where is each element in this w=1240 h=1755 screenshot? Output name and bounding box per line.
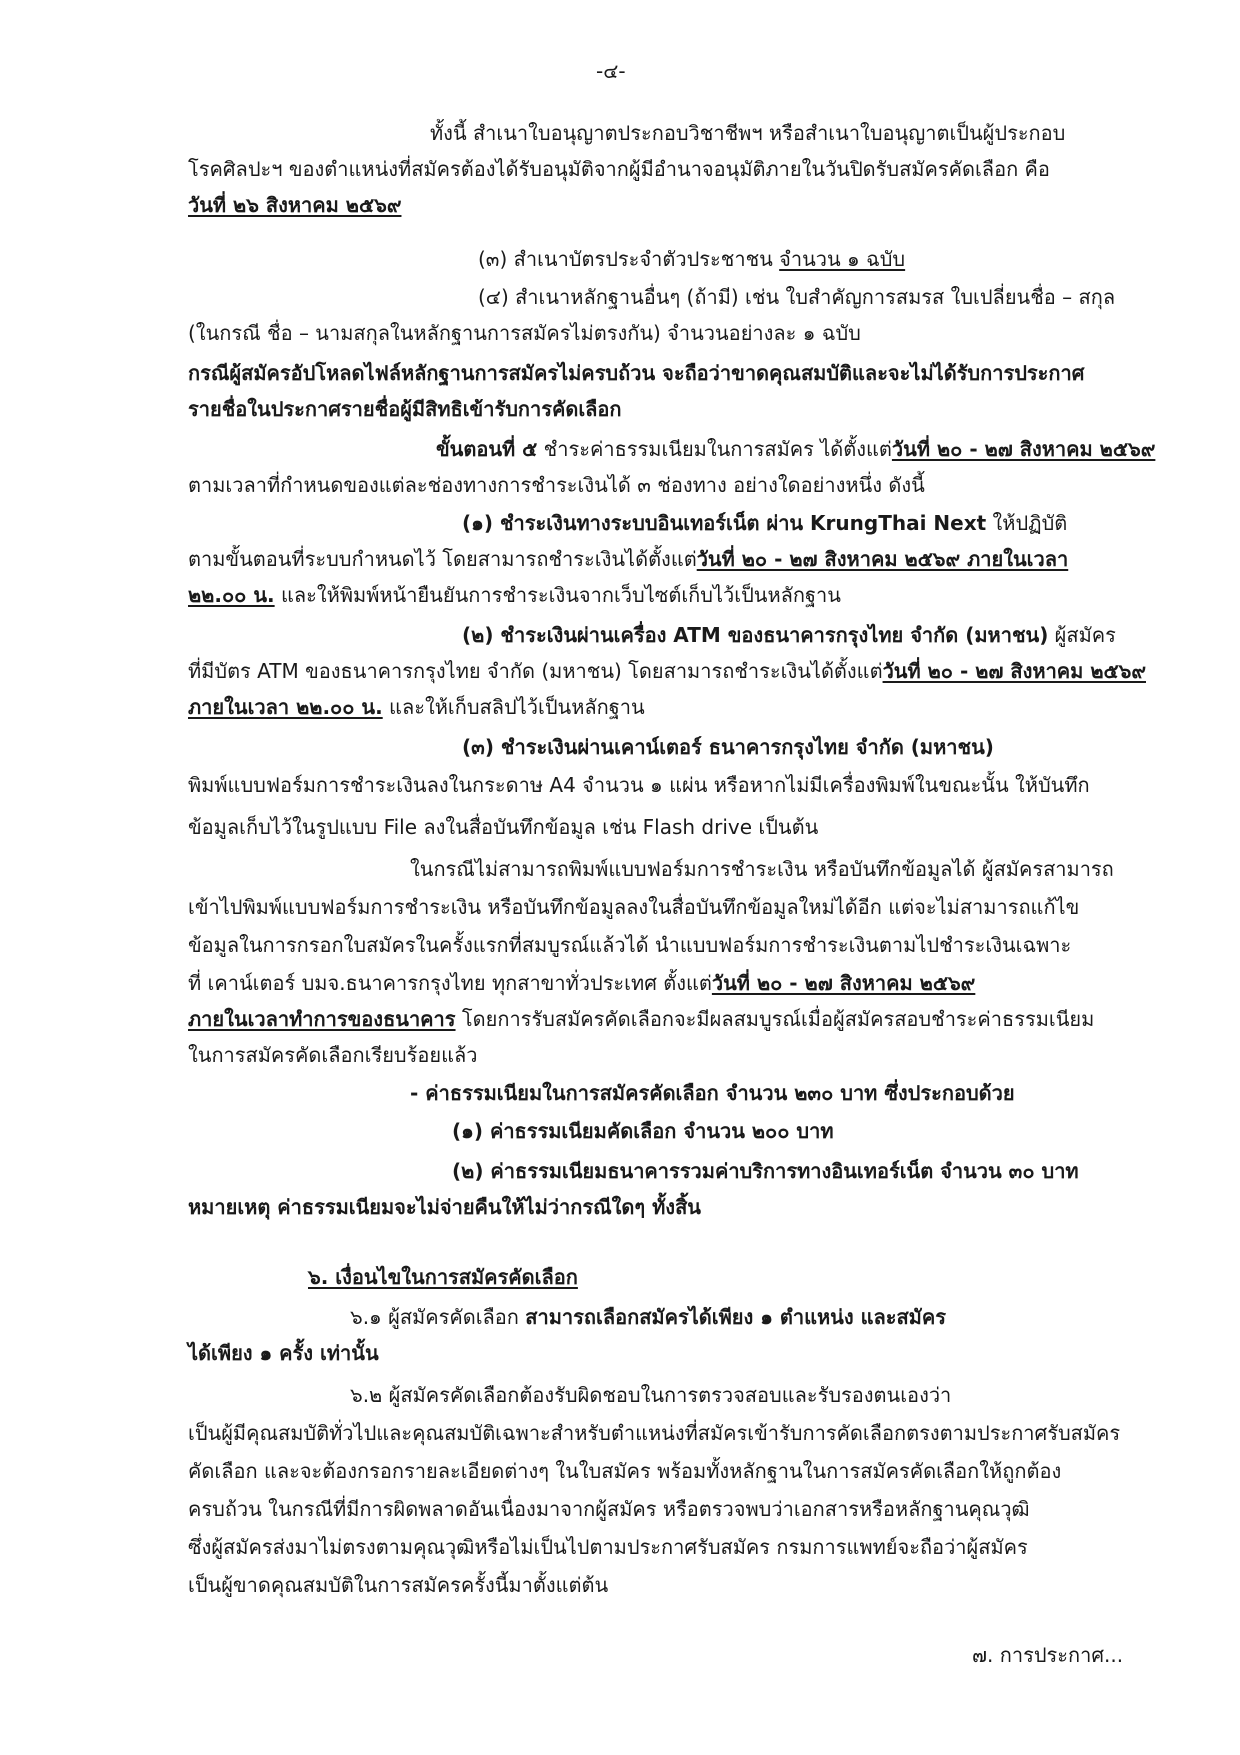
pay-1-line-2 (188, 544, 1068, 574)
condition-6-1-line-2: ได้เพียง ๑ ครั้ง เท่านั้น (188, 1341, 379, 1365)
fallback-line-4 (188, 968, 975, 998)
condition-6-1-bold: สามารถเลือกสมัครได้เพียง ๑ ตำแหน่ง และสมัคร (525, 1305, 946, 1329)
pay-1-time: ๒๒.๐๐ น. (188, 583, 275, 607)
step-5-text: ชำระค่าธรรมเนียมในการสมัคร ได้ตั้งแต่ (537, 437, 892, 461)
fallback-text: โดยการรับสมัครคัดเลือกจะมีผลสมบูรณ์เมื่อผู้สมัครสอบชำระค่าธรรมเนียม (455, 1007, 1095, 1031)
warning-line: รายชื่อในประกาศรายชื่อผู้มีสิทธิเข้ารับการคัดเลือก (188, 397, 622, 421)
step-5-date: วันที่ ๒๐ - ๒๗ สิงหาคม ๒๕๖๙ (891, 437, 1156, 461)
pay-2-line-2 (188, 656, 1146, 686)
condition-6-2-line: เป็นผู้มีคุณสมบัติทั่วไปและคุณสมบัติเฉพาะสำหรับตำแหน่งที่สมัครเข้ารับการคัดเลือกตรงตามประกาศรับสมัคร (188, 1421, 1121, 1445)
continuation-marker: ๗. การประกาศ... (972, 1643, 1124, 1667)
pay-2-note: และให้เก็บสลิปไว้เป็นหลักฐาน (382, 695, 645, 719)
fallback-date: วันที่ ๒๐ - ๒๗ สิงหาคม ๒๕๖๙ (711, 971, 976, 995)
pay-1-note: และให้พิมพ์หน้ายืนยันการชำระเงินจากเว็บไซต์เก็บไว้เป็นหลักฐาน (274, 583, 841, 607)
pay-1-text: ตามขั้นตอนที่ระบบกำหนดไว้ โดยสามารถชำระเงินได้ตั้งแต่ (188, 547, 697, 571)
pay-2-date: วันที่ ๒๐ - ๒๗ สิงหาคม ๒๕๖๙ (882, 659, 1146, 683)
condition-6-1-text: ๖.๑ ผู้สมัครคัดเลือก (350, 1305, 526, 1329)
pay-1-heading (462, 508, 1067, 538)
pay-1-line-3 (188, 580, 841, 610)
paragraph-line: ทั้งนี้ สำเนาใบอนุญาตประกอบวิชาชีพฯ หรือสำเนาใบอนุญาตเป็นผู้ประกอบ (430, 121, 1066, 145)
fallback-line: ข้อมูลในการกรอกใบสมัครในครั้งแรกที่สมบูรณ์แล้วได้ นำแบบฟอร์มการชำระเงินตามไปชำระเงินเฉพาะ (188, 933, 1072, 957)
pay-3-line: ข้อมูลเก็บไว้ในรูปแบบ File ลงในสื่อบันทึกข้อมูล เช่น Flash drive เป็นต้น (188, 815, 819, 839)
step-5-line-2: ตามเวลาที่กำหนดของแต่ละช่องทางการชำระเงินได้ ๓ ช่องทาง อย่างใดอย่างหนึ่ง ดังนี้ (188, 473, 925, 497)
pay-2-title: (๒) ชำระเงินผ่านเครื่อง ATM ของธนาคารกรุงไทย จำกัด (มหาชน) (462, 623, 1049, 647)
condition-6-2-line: ๖.๒ ผู้สมัครคัดเลือกต้องรับผิดชอบในการตรวจสอบและรับรองตนเองว่า (350, 1383, 952, 1407)
fallback-line: เข้าไปพิมพ์แบบฟอร์มการชำระเงิน หรือบันทึกข้อมูลลงในสื่อบันทึกข้อมูลใหม่ได้อีก แต่จะไม่สามารถแก้ไข (188, 895, 1080, 919)
condition-6-2-line: เป็นผู้ขาดคุณสมบัติในการสมัครครั้งนี้มาตั้งแต่ต้น (188, 1573, 609, 1597)
pay-2-text: ที่มีบัตร ATM ของธนาคารกรุงไทย จำกัด (มหาชน) โดยสามารถชำระเงินได้ตั้งแต่ (188, 659, 883, 683)
pay-3-heading: (๓) ชำระเงินผ่านเคาน์เตอร์ ธนาคารกรุงไทย จำกัด (มหาชน) (462, 735, 994, 759)
fee-item: (๒) ค่าธรรมเนียมธนาคารรวมค่าบริการทางอินเทอร์เน็ต จำนวน ๓๐ บาท (452, 1159, 1079, 1183)
condition-6-2-line: คัดเลือก และจะต้องกรอกรายละเอียดต่างๆ ในใบสมัคร พร้อมทั้งหลักฐานในการสมัครคัดเลือกให้ถูกต้อง (188, 1459, 1062, 1483)
fallback-line-5 (188, 1004, 1094, 1034)
pay-2-line-3 (188, 692, 645, 722)
section-6-heading: ๖. เงื่อนไขในการสมัครคัดเลือก (308, 1265, 578, 1289)
fallback-line: ในกรณีไม่สามารถพิมพ์แบบฟอร์มการชำระเงิน หรือบันทึกข้อมูลได้ ผู้สมัครสามารถ (410, 857, 1114, 881)
item-3-qty: จำนวน ๑ ฉบับ (779, 247, 906, 271)
fallback-line: ในการสมัครคัดเลือกเรียบร้อยแล้ว (188, 1043, 478, 1067)
deadline-date: วันที่ ๒๖ สิงหาคม ๒๕๖๙ (188, 193, 402, 217)
pay-1-date: วันที่ ๒๐ - ๒๗ สิงหาคม ๒๕๖๙ ภายในเวลา (696, 547, 1069, 571)
item-3 (478, 244, 905, 274)
warning-line: กรณีผู้สมัครอัปโหลดไฟล์หลักฐานการสมัครไม่ครบถ้วน จะถือว่าขาดคุณสมบัติและจะไม่ได้รับการประกาศ (188, 361, 1085, 385)
fee-item: (๑) ค่าธรรมเนียมคัดเลือก จำนวน ๒๐๐ บาท (452, 1119, 834, 1143)
step-5-line (436, 434, 1155, 464)
pay-2-time: ภายในเวลา ๒๒.๐๐ น. (188, 695, 383, 719)
page-number: -๔- (596, 59, 626, 83)
item-4-line: (ในกรณี ชื่อ – นามสกุลในหลักฐานการสมัครไม่ตรงกัน) จำนวนอย่างละ ๑ ฉบับ (188, 321, 861, 345)
fallback-hours: ภายในเวลาทำการของธนาคาร (188, 1007, 456, 1031)
condition-6-2-line: ซึ่งผู้สมัครส่งมาไม่ตรงตามคุณวุฒิหรือไม่เป็นไปตามประกาศรับสมัคร กรมการแพทย์จะถือว่าผู้สมัคร (188, 1535, 1028, 1559)
fallback-text: ที่ เคาน์เตอร์ บมจ.ธนาคารกรุงไทย ทุกสาขาทั่วประเทศ ตั้งแต่ (188, 971, 712, 995)
condition-6-1 (350, 1302, 946, 1332)
item-3-text: (๓) สำเนาบัตรประจำตัวประชาชน (478, 247, 780, 271)
condition-6-2-line: ครบถ้วน ในกรณีที่มีการผิดพลาดอันเนื่องมาจากผู้สมัคร หรือตรวจพบว่าเอกสารหรือหลักฐานคุณวุฒิ (188, 1497, 1030, 1521)
paragraph-line: โรคศิลปะฯ ของตำแหน่งที่สมัครต้องได้รับอนุมัติจากผู้มีอำนาจอนุมัติภายในวันปิดรับสมัครคัดเลือก คือ (188, 157, 1050, 181)
step-5-label: ขั้นตอนที่ ๕ (436, 437, 538, 461)
pay-3-line: พิมพ์แบบฟอร์มการชำระเงินลงในกระดาษ A4 จำนวน ๑ แผ่น หรือหากไม่มีเครื่องพิมพ์ในขณะนั้น ให้บันทึก (188, 773, 1090, 797)
pay-2-heading (462, 620, 1116, 650)
pay-1-title: (๑) ชำระเงินทางระบบอินเทอร์เน็ต ผ่าน KrungThai Next (462, 511, 987, 535)
fees-note: หมายเหตุ ค่าธรรมเนียมจะไม่จ่ายคืนให้ไม่ว่ากรณีใดๆ ทั้งสิ้น (188, 1195, 701, 1219)
pay-1-tail: ให้ปฏิบัติ (986, 511, 1068, 535)
pay-2-tail: ผู้สมัคร (1048, 623, 1116, 647)
fees-total: - ค่าธรรมเนียมในการสมัครคัดเลือก จำนวน ๒๓๐ บาท ซึ่งประกอบด้วย (410, 1081, 1015, 1105)
item-4-line: (๔) สำเนาหลักฐานอื่นๆ (ถ้ามี) เช่น ใบสำคัญการสมรส ใบเปลี่ยนชื่อ – สกุล (478, 285, 1116, 309)
